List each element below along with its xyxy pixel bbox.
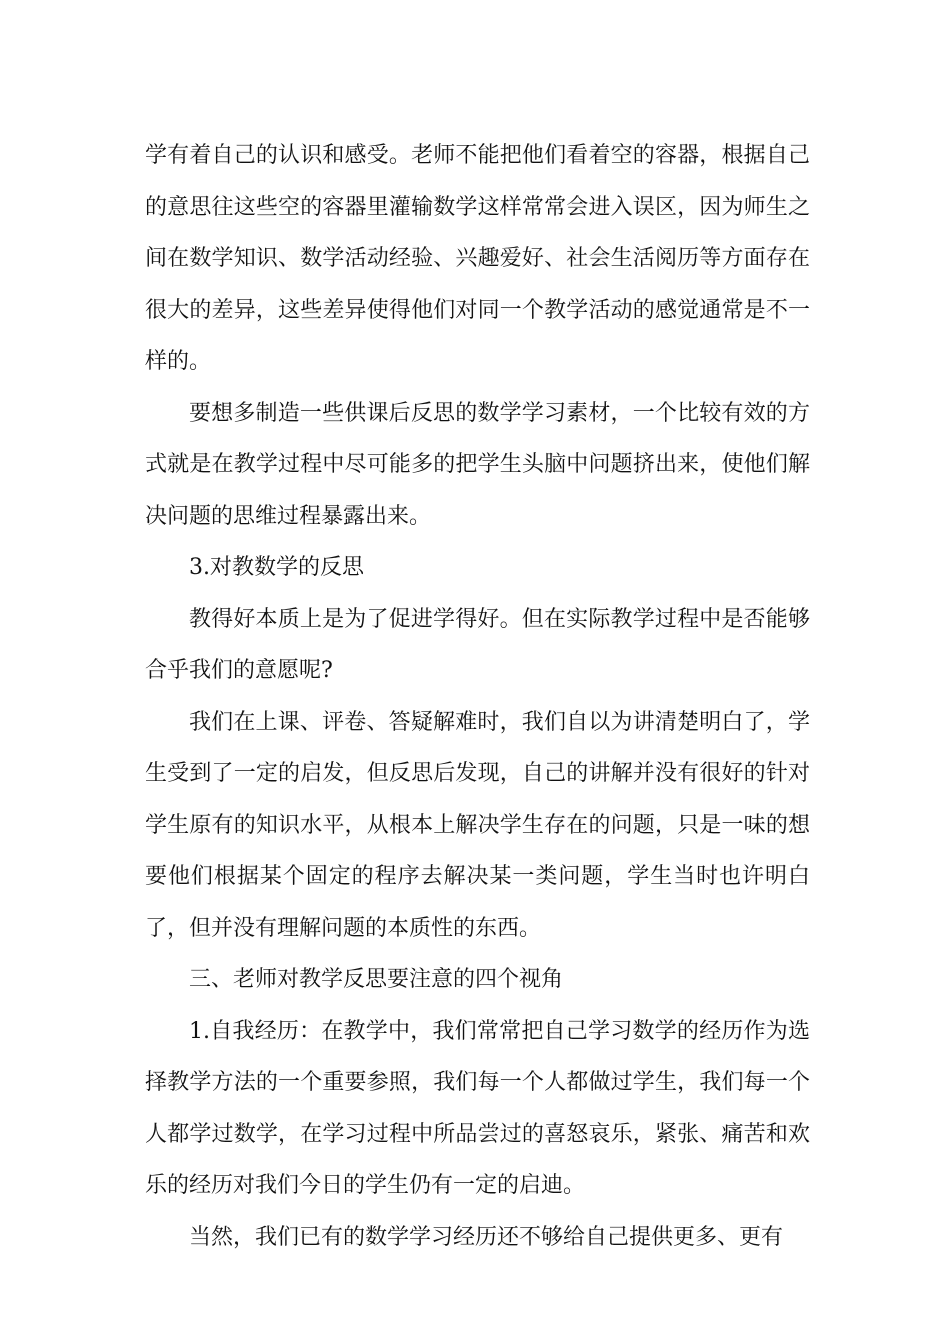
- paragraph-1: 学有着自己的认识和感受。老师不能把他们看着空的容器，根据自己的意思往这些空的容器里灌输数学这样常常会进入误区，因为师生之间在数学知识、数学活动经验、兴趣爱好、社会生活阅历等方面存在很大的差异，这些差异使得他们对同一个教学活动的感觉通常是不一样的。: [145, 143, 810, 374]
- paragraph-8: 当然，我们已有的数学学习经历还不够给自己提供更多、更有: [189, 1224, 784, 1250]
- section-heading-3: 3.对教数学的反思: [189, 555, 364, 580]
- paragraph-4: 教得好本质上是为了促进学得好。但在实际教学过程中是否能够合乎我们的意愿呢?: [145, 606, 810, 683]
- paragraph-2: 要想多制造一些供课后反思的数学学习素材，一个比较有效的方式就是在教学过程中尽可能多的把学生头脑中问题挤出来，使他们解决问题的思维过程暴露出来。: [145, 400, 810, 529]
- document-body: [145, 130, 810, 1263]
- section-heading-three: 三、老师对教学反思要注意的四个视角: [189, 967, 564, 992]
- paragraph-5: 我们在上课、评卷、答疑解难时，我们自以为讲清楚明白了，学生受到了一定的启发，但反思后发现，自己的讲解并没有很好的针对学生原有的知识水平，从根本上解决学生存在的问题，只是一味的想要他们根据某个固定的程序去解决某一类问题，学生当时也许明白了，但并没有理解问题的本质性的东西。: [145, 709, 810, 941]
- paragraph-7: 1.自我经历：在教学中，我们常常把自己学习数学的经历作为选择教学方法的一个重要参照，我们每一个人都做过学生，我们每一个人都学过数学，在学习过程中所品尝过的喜怒哀乐，紧张、痛苦和欢乐的经历对我们今日的学生仍有一定的启迪。: [145, 1018, 810, 1198]
